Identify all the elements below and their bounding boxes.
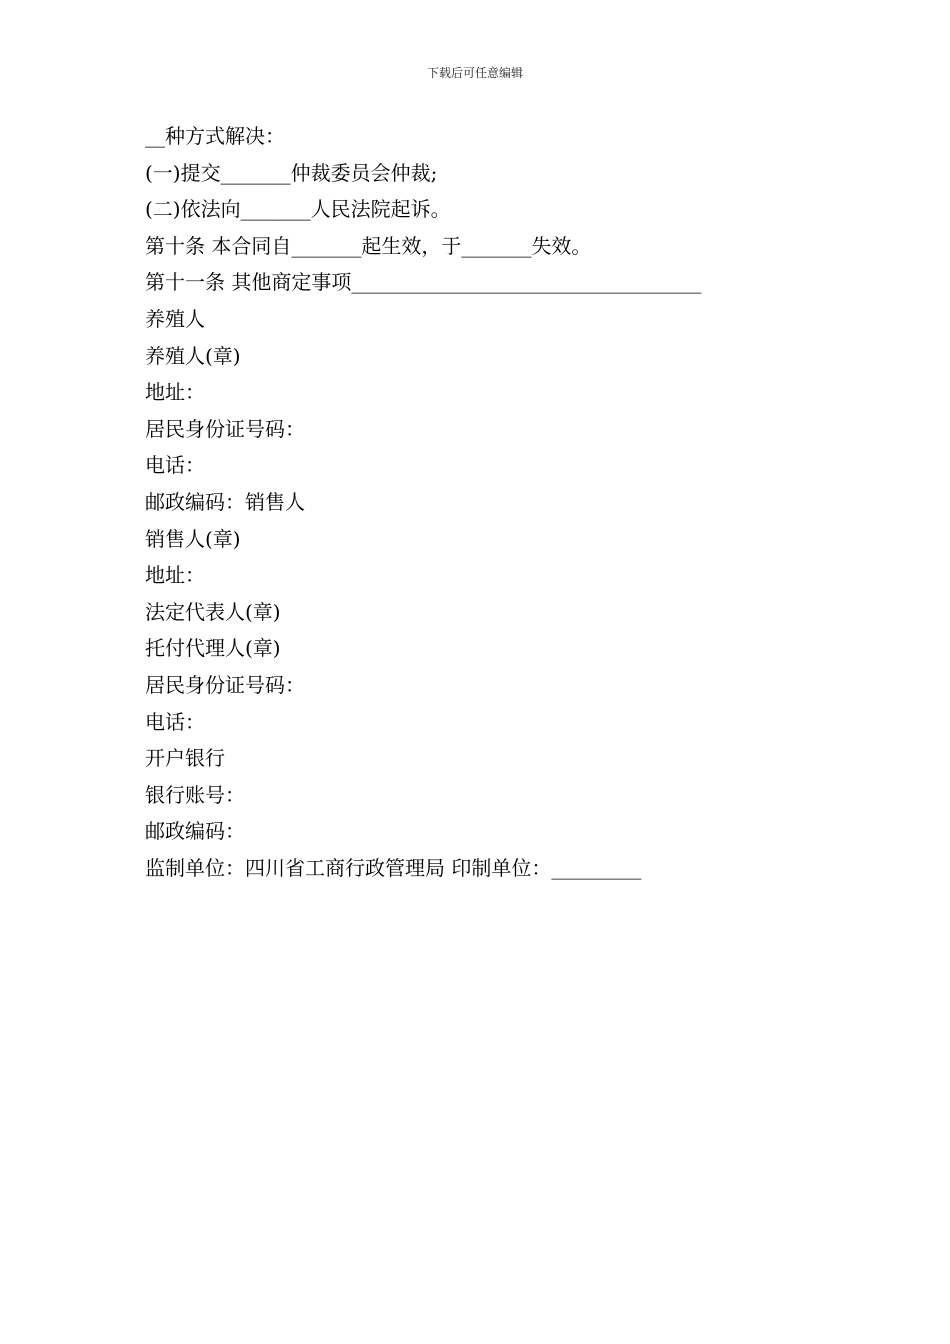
article-11-other-matters: 第十一条 其他商定事项___________________________________: [145, 270, 702, 295]
seller-legal-representative: 法定代表人(章): [145, 599, 281, 624]
breeder-phone: 电话：: [145, 453, 205, 478]
seller-bank: 开户银行: [145, 746, 225, 771]
document-body: [145, 118, 845, 886]
breeder-postcode-seller: 邮政编码：销售人: [145, 489, 305, 514]
breeder-id-number: 居民身份证号码：: [145, 416, 305, 441]
page-header-note: 下载后可任意编辑: [426, 66, 523, 80]
seller-seal: 销售人(章): [145, 526, 241, 551]
article-10-effective: 第十条 本合同自_______起生效，于_______失效。: [145, 233, 592, 258]
seller-id-number: 居民身份证号码：: [145, 672, 305, 697]
supervising-printing-unit: 监制单位：四川省工商行政管理局 印制单位：_________: [145, 855, 642, 880]
seller-bank-account: 银行账号：: [145, 782, 245, 807]
seller-phone: 电话：: [145, 709, 205, 734]
seller-postcode: 邮政编码：: [145, 819, 245, 844]
clause-arbitration: (一)提交_______仲裁委员会仲裁;: [145, 160, 438, 185]
seller-agent: 托付代理人(章): [145, 636, 281, 661]
clause-litigation: (二)依法向_______人民法院起诉。: [145, 197, 451, 222]
breeder-seal: 养殖人(章): [145, 343, 241, 368]
breeder-heading: 养殖人: [145, 306, 205, 331]
breeder-address: 地址：: [145, 380, 205, 405]
seller-address: 地址：: [145, 563, 205, 588]
clause-dispute-methods: __种方式解决：: [145, 124, 285, 148]
